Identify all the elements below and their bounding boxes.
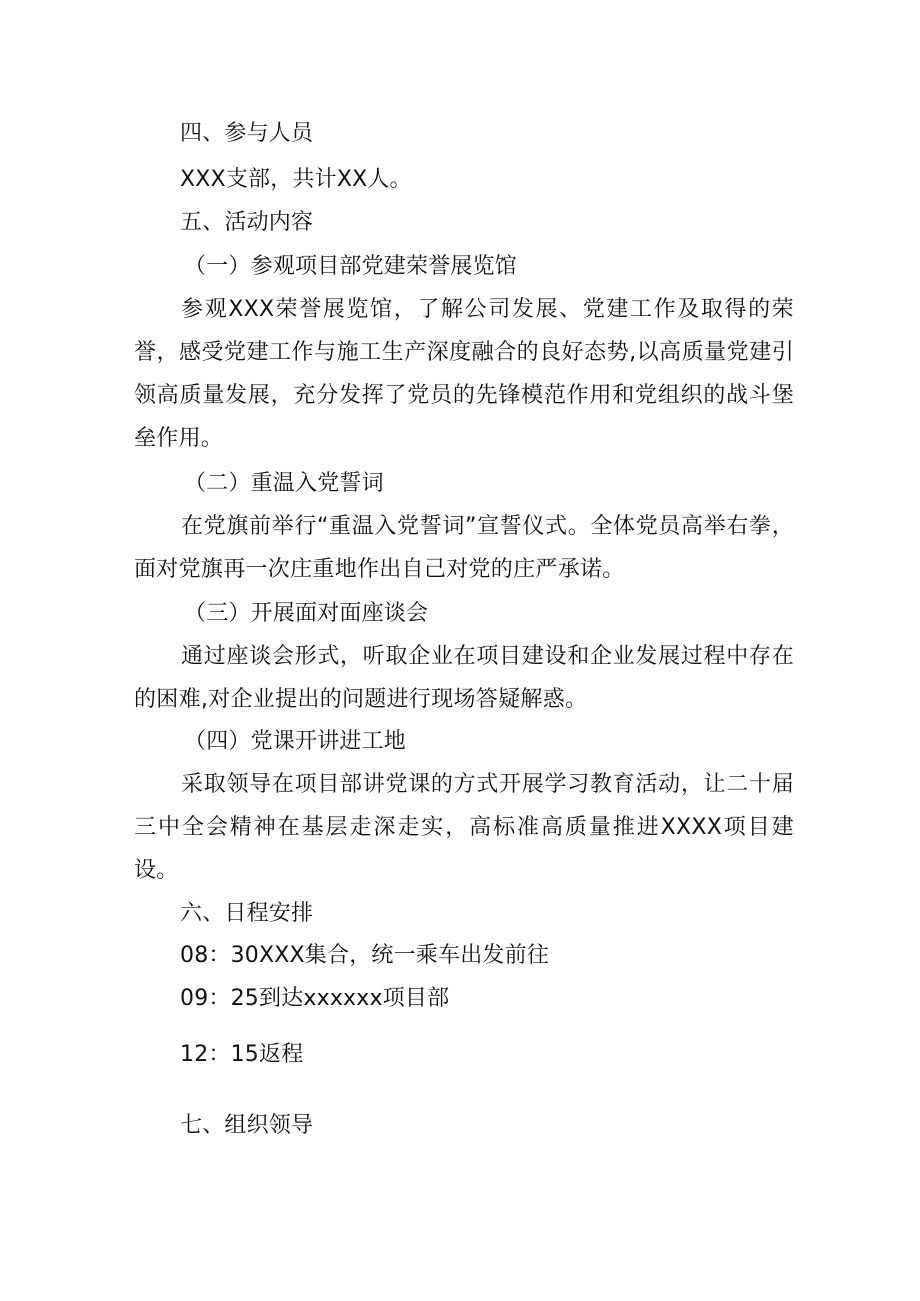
- paragraph-item-3: 通过座谈会形式，听取企业在项目建设和企业发展过程中存在的困难,对企业提出的问题进行现场答疑解惑。: [134, 644, 794, 712]
- paragraph-item-4: 采取领导在项目部讲党课的方式开展学习教育活动，让二十届三中全会精神在基层走深走实，高标准高质量推进XXXX项目建设。: [134, 772, 794, 883]
- section-heading-activities: 五、活动内容: [180, 210, 314, 235]
- schedule-item: 12：15返程: [180, 1042, 304, 1067]
- subheading-item-4: （四）党课开讲进工地: [184, 729, 407, 754]
- section-heading-leadership: 七、组织领导: [180, 1113, 314, 1138]
- participants-text: XXX支部，共计XX人。: [180, 167, 412, 192]
- paragraph-item-1: 参观XXX荣誉展览馆，了解公司发展、党建工作及取得的荣誉，感受党建工作与施工生产深度融合的良好态势,以高质量党建引领高质量发展，充分发挥了党员的先锋模范作用和党组织的战斗堡垒作用。: [134, 297, 794, 451]
- subheading-item-3: （三）开展面对面座谈会: [184, 601, 429, 626]
- section-heading-participants: 四、参与人员: [180, 121, 314, 146]
- section-heading-schedule: 六、日程安排: [180, 901, 314, 926]
- schedule-item: 08：30XXX集合，统一乘车出发前往: [180, 943, 550, 968]
- subheading-item-2: （二）重温入党誓词: [184, 471, 384, 496]
- subheading-item-1: （一）参观项目部党建荣誉展览馆: [184, 254, 518, 279]
- paragraph-item-2: 在党旗前举行“重温入党誓词”宣誓仪式。全体党员高举右拳，面对党旗再一次庄重地作出自己对党的庄严承诺。: [134, 514, 794, 582]
- schedule-item: 09：25到达xxxxxx项目部: [180, 986, 450, 1011]
